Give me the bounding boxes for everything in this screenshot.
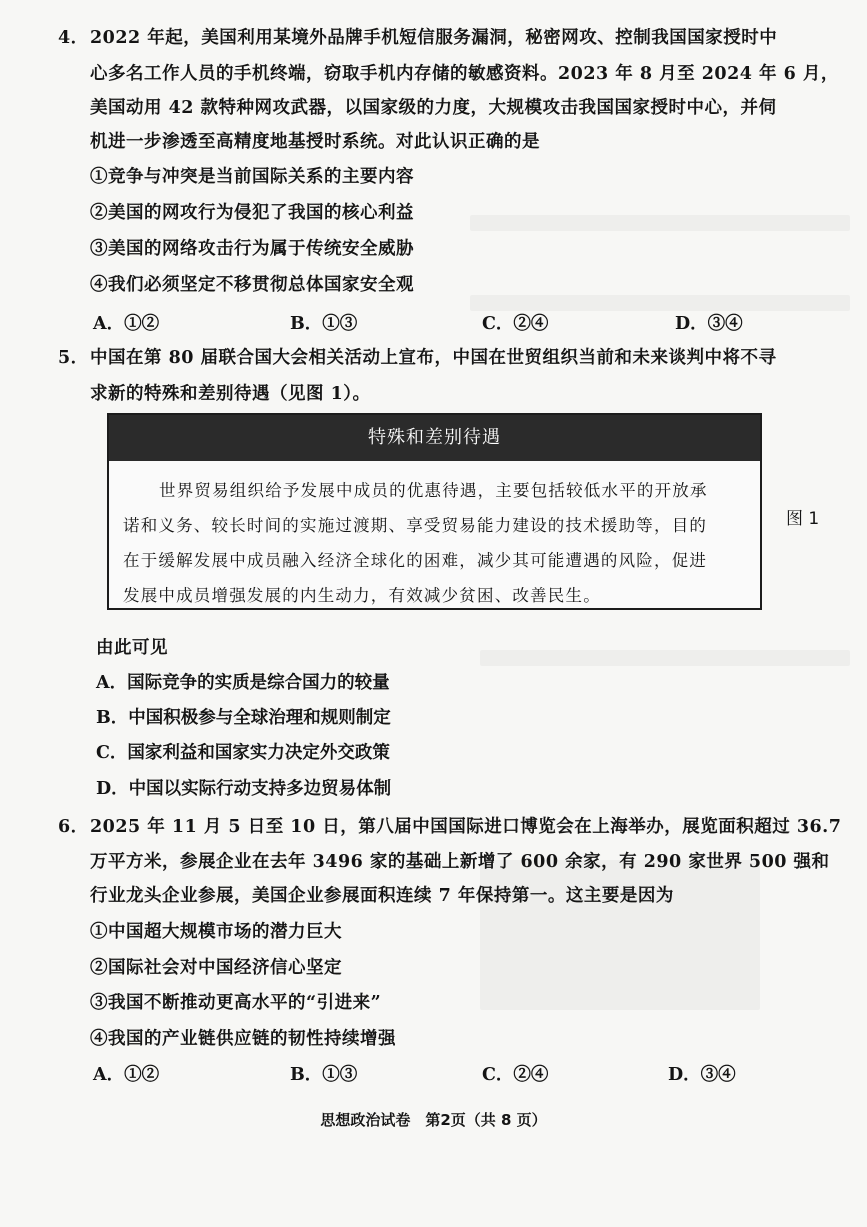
statement-item: ③美国的网络攻击行为属于传统安全威胁 xyxy=(90,239,414,259)
answer-option-a[interactable]: A．①② xyxy=(93,1065,160,1085)
question-text-line: 美国动用 42 款特种网攻武器，以国家级的力度，大规模攻击我国国家授时中心，并伺 xyxy=(90,98,777,118)
answer-option-d[interactable]: D．③④ xyxy=(668,1065,736,1085)
question-text-line: 2022 年起，美国利用某境外品牌手机短信服务漏洞，秘密网攻、控制我国国家授时中 xyxy=(90,28,778,48)
figure-text-line: 世界贸易组织给予发展中成员的优惠待遇，主要包括较低水平的开放承 xyxy=(159,481,708,500)
figure-text-line: 发展中成员增强发展的内生动力，有效减少贫困、改善民生。 xyxy=(123,586,601,605)
question-text-line: 求新的特殊和差别待遇（见图 1）。 xyxy=(90,384,371,404)
answer-option-c[interactable]: C．国家利益和国家实力决定外交政策 xyxy=(96,743,390,763)
answer-option-c[interactable]: C．②④ xyxy=(482,314,549,334)
figure-1-box xyxy=(107,413,762,610)
answer-option-b[interactable]: B．①③ xyxy=(290,314,358,334)
statement-item: ④我国的产业链供应链的韧性持续增强 xyxy=(90,1029,396,1049)
answer-option-c[interactable]: C．②④ xyxy=(482,1065,549,1085)
question-text-line: 2025 年 11 月 5 日至 10 日，第八届中国国际进口博览会在上海举办，展览面积超过 36.7 xyxy=(90,817,842,837)
question-number: 6． xyxy=(58,817,89,837)
figure-title: 特殊和差别待遇 xyxy=(109,415,760,461)
question-text-line: 中国在第 80 届联合国大会相关活动上宣布，中国在世贸组织当前和未来谈判中将不寻 xyxy=(90,348,777,368)
statement-item: ③我国不断推动更高水平的“引进来” xyxy=(90,993,382,1013)
question-text-line: 万平方米，参展企业在去年 3496 家的基础上新增了 600 余家，有 290 家世界 500 强和 xyxy=(90,852,830,872)
statement-item: ①中国超大规模市场的潜力巨大 xyxy=(90,922,342,942)
answer-option-a[interactable]: A．①② xyxy=(93,314,160,334)
answer-option-b[interactable]: B．①③ xyxy=(290,1065,358,1085)
question-text-line: 心多名工作人员的手机终端，窃取手机内存储的敏感资料。2023 年 8 月至 2024 年 6 月， xyxy=(90,64,839,84)
question-number: 5． xyxy=(58,348,89,368)
question-text-line: 行业龙头企业参展，美国企业参展面积连续 7 年保持第一。这主要是因为 xyxy=(90,886,674,906)
answer-option-d[interactable]: D．③④ xyxy=(675,314,743,334)
question-text-line: 机进一步渗透至高精度地基授时系统。对此认识正确的是 xyxy=(90,132,540,152)
question-lead: 由此可见 xyxy=(96,638,168,658)
bleed-through-mark xyxy=(480,650,850,666)
statement-item: ②国际社会对中国经济信心坚定 xyxy=(90,958,342,978)
answer-option-b[interactable]: B．中国积极参与全球治理和规则制定 xyxy=(96,708,391,728)
figure-label: 图 1 xyxy=(786,509,820,529)
bleed-through-mark xyxy=(470,295,850,311)
statement-item: ①竞争与冲突是当前国际关系的主要内容 xyxy=(90,167,414,187)
figure-text-line: 在于缓解发展中成员融入经济全球化的困难，减少其可能遭遇的风险，促进 xyxy=(123,551,708,570)
question-number: 4． xyxy=(58,28,89,48)
answer-option-a[interactable]: A．国际竞争的实质是综合国力的较量 xyxy=(96,673,390,693)
statement-item: ④我们必须坚定不移贯彻总体国家安全观 xyxy=(90,275,414,295)
bleed-through-mark xyxy=(470,215,850,231)
answer-option-d[interactable]: D．中国以实际行动支持多边贸易体制 xyxy=(96,779,392,799)
statement-item: ②美国的网攻行为侵犯了我国的核心利益 xyxy=(90,203,414,223)
page-footer: 思想政治试卷 第2页（共 8 页） xyxy=(320,1111,547,1129)
bleed-through-mark xyxy=(480,860,760,1010)
figure-body xyxy=(123,473,748,613)
figure-text-line: 诺和义务、较长时间的实施过渡期、享受贸易能力建设的技术援助等，目的 xyxy=(123,516,708,535)
